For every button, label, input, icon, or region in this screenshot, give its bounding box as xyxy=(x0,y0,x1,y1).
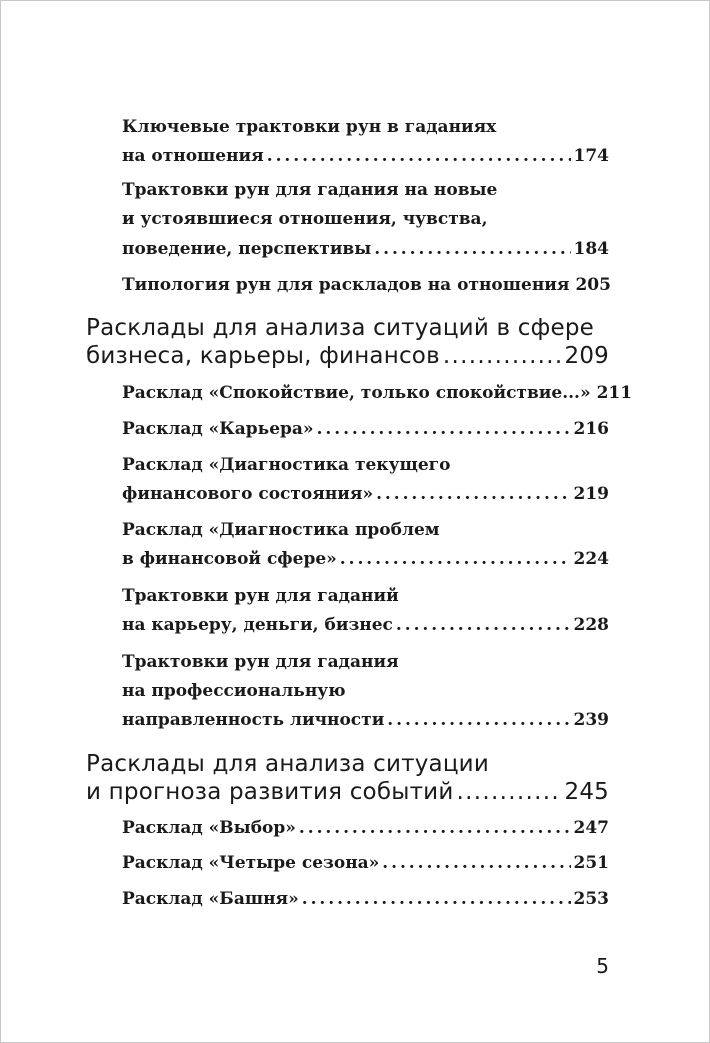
toc-entry-text: на карьеру, деньги, бизнес xyxy=(122,615,393,635)
toc-page-number: 211 xyxy=(596,383,633,403)
dot-leader xyxy=(374,239,570,259)
toc-entry-line xyxy=(122,710,609,730)
toc-page-number: 247 xyxy=(573,818,609,838)
toc-entry-line xyxy=(122,239,609,259)
dot-leader xyxy=(317,419,571,439)
toc-section-text: Расклады для анализа ситуаций в сфере xyxy=(86,315,594,341)
toc-entry-line xyxy=(122,889,609,909)
toc-page-number: 239 xyxy=(573,710,609,730)
toc-entry-line xyxy=(122,520,609,540)
toc-entry-text: Трактовки рун для гадания xyxy=(122,652,399,672)
toc-entry-line xyxy=(122,383,633,403)
toc-section-line xyxy=(86,343,609,369)
toc-entry-text: Трактовки рун для гадания на новые xyxy=(122,180,498,200)
dot-leader xyxy=(299,818,571,838)
toc-section-line xyxy=(86,315,609,341)
toc-entry-line xyxy=(122,180,609,200)
dot-leader xyxy=(382,853,570,873)
toc-entry-text: в финансовой сфере» xyxy=(122,549,337,569)
dot-leader xyxy=(340,549,571,569)
toc-entry-text: на отношения xyxy=(122,146,264,166)
dot-leader xyxy=(396,615,571,635)
toc-entry-text: на профессиональную xyxy=(122,681,346,701)
toc-entry-text: Расклад «Башня» xyxy=(122,889,299,909)
toc-page-number: 253 xyxy=(573,889,609,909)
toc-entry-text: Трактовки рун для гаданий xyxy=(122,586,399,606)
dot-leader xyxy=(267,146,571,166)
toc-entry-text: Типология рун для раскладов на отношения xyxy=(122,275,570,295)
toc-entry-text: Ключевые трактовки рун в гаданиях xyxy=(122,117,497,137)
toc-entry-line xyxy=(122,615,609,635)
toc-page-number: 228 xyxy=(573,615,609,635)
toc-page-number: 174 xyxy=(573,146,609,166)
toc-entry-line xyxy=(122,853,609,873)
toc-section-line xyxy=(86,751,609,777)
toc-entry-line xyxy=(122,484,609,504)
dot-leader xyxy=(302,889,571,909)
dot-leader xyxy=(443,343,562,369)
toc-entry-text: Расклад «Четыре сезона» xyxy=(122,853,380,873)
toc-entry-line xyxy=(122,818,609,838)
toc-page-number: 216 xyxy=(573,419,609,439)
toc-section-text: и прогноза развития событий xyxy=(86,779,454,805)
toc-page-number: 184 xyxy=(573,239,609,259)
toc-entry-text: поведение, перспективы xyxy=(122,239,372,259)
toc-page-number: 219 xyxy=(573,484,609,504)
toc-entry-text: Расклад «Диагностика текущего xyxy=(122,455,451,475)
toc-entry-text: и устоявшиеся отношения, чувства, xyxy=(122,209,488,229)
toc-entry-text: Расклад «Карьера» xyxy=(122,419,314,439)
toc-entry-text: финансового состояния» xyxy=(122,484,374,504)
toc-entry-text: Расклад «Выбор» xyxy=(122,818,296,838)
toc-entry-line xyxy=(122,681,609,701)
toc-entry-line xyxy=(122,117,609,137)
toc-entry-line xyxy=(122,419,609,439)
toc-entry-text: Расклад «Спокойствие, только спокойствие...» xyxy=(122,383,591,403)
toc-page-number: 251 xyxy=(573,853,609,873)
toc-section-line xyxy=(86,779,609,805)
toc-entry-line xyxy=(122,455,609,475)
toc-entry-text: направленность личности xyxy=(122,710,385,730)
toc-section-text: бизнеса, карьеры, финансов xyxy=(86,343,440,369)
toc-page-number: 224 xyxy=(573,549,609,569)
toc-entry-line xyxy=(122,652,609,672)
toc-entry-line xyxy=(122,275,609,295)
page-number: 5 xyxy=(596,954,609,978)
toc-entry-line xyxy=(122,146,609,166)
toc-page-number: 205 xyxy=(575,275,611,295)
toc-page-number: 209 xyxy=(564,343,609,369)
toc-page-number: 245 xyxy=(564,779,609,805)
toc-entry-text: Расклад «Диагностика проблем xyxy=(122,520,440,540)
dot-leader xyxy=(376,484,570,504)
toc-entry-line xyxy=(122,209,609,229)
toc-entry-line xyxy=(122,549,609,569)
dot-leader xyxy=(387,710,570,730)
toc-section-text: Расклады для анализа ситуации xyxy=(86,751,489,777)
toc-entry-line xyxy=(122,586,609,606)
dot-leader xyxy=(456,779,561,805)
